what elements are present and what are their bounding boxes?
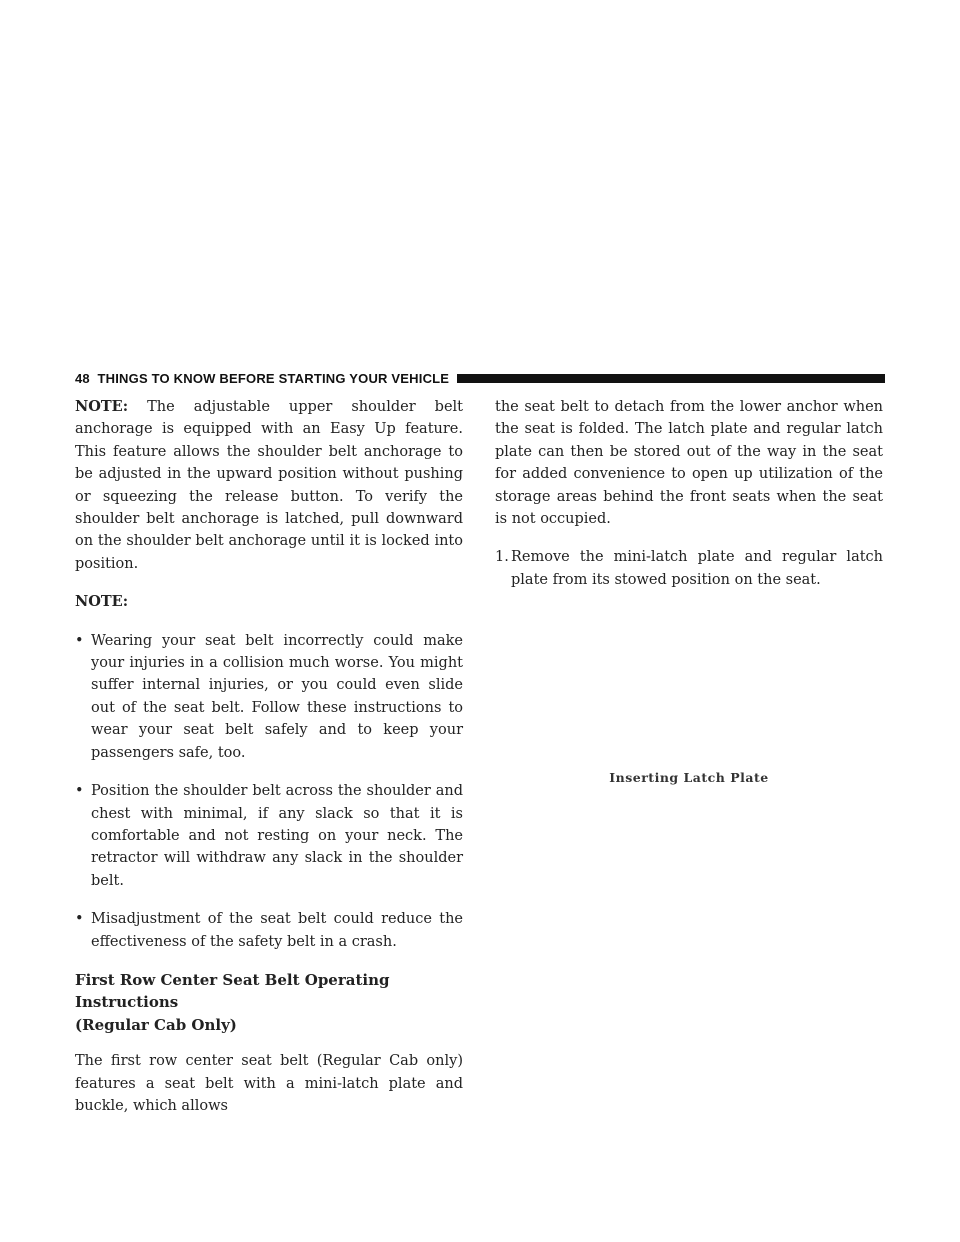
right-column [495, 396, 883, 790]
note-label: NOTE: [75, 398, 129, 415]
step-number: 1. [495, 549, 509, 566]
bullet-text: Misadjustment of the seat belt could reduce the effectiveness of the safety belt in a crash. [91, 911, 463, 950]
step-item [495, 546, 883, 591]
bullet-item [75, 908, 463, 953]
header-text [75, 371, 449, 386]
bullet-item [75, 780, 463, 892]
bullet-text: Position the shoulder belt across the shoulder and chest with minimal, if any slack so that it is comfortable and not resting on your neck. The retractor will withdraw any slack in the shoulder belt. [91, 783, 463, 889]
page-header [75, 369, 885, 387]
section-heading [75, 969, 463, 1036]
section-heading-line1: First Row Center Seat Belt Operating Instructions [75, 970, 390, 1012]
body-paragraph-continued: the seat belt to detach from the lower anchor when the seat is folded. The latch plate and regular latch plate can then be stored out of the way in the seat for added convenience to open up utilization of the storage areas behind the front seats when the seat is not occupied. [495, 399, 883, 528]
figure-area [495, 591, 883, 767]
section-heading-line2: (Regular Cab Only) [75, 1015, 237, 1034]
body-paragraph: The first row center seat belt (Regular Cab only) features a seat belt with a mini-latch plate and buckle, which allows [75, 1053, 463, 1114]
bullet-icon: • [75, 632, 84, 649]
note-text: The adjustable upper shoulder belt anchorage is equipped with an Easy Up feature. This feature allows the shoulder belt anchorage to be adjusted in the upward position without pushing or squeezing the release button. To verify the shoulder belt anchorage is latched, pull downward on the shoulder belt anchorage until it is locked into position. [75, 399, 463, 572]
bullet-item [75, 630, 463, 764]
bullet-icon: • [75, 911, 84, 928]
section-title: THINGS TO KNOW BEFORE STARTING YOUR VEHICLE [97, 370, 450, 386]
left-column [75, 396, 463, 1133]
figure-caption: Inserting Latch Plate [609, 770, 769, 786]
bullet-text: Wearing your seat belt incorrectly could make your injuries in a collision much worse. You might suffer internal injuries, or you could even slide out of the seat belt. Follow these instructions to wear your seat belt safely and to keep your passengers safe, too. [91, 632, 463, 761]
note-label-2: NOTE: [75, 593, 129, 611]
note-paragraph [75, 396, 463, 575]
bullet-icon: • [75, 783, 84, 800]
header-rule [457, 374, 885, 383]
page-number: 48 [75, 370, 90, 386]
note-bullet-list [75, 630, 463, 953]
step-list [495, 546, 883, 591]
step-text: Remove the mini-latch plate and regular latch plate from its stowed position on the seat. [511, 549, 883, 588]
